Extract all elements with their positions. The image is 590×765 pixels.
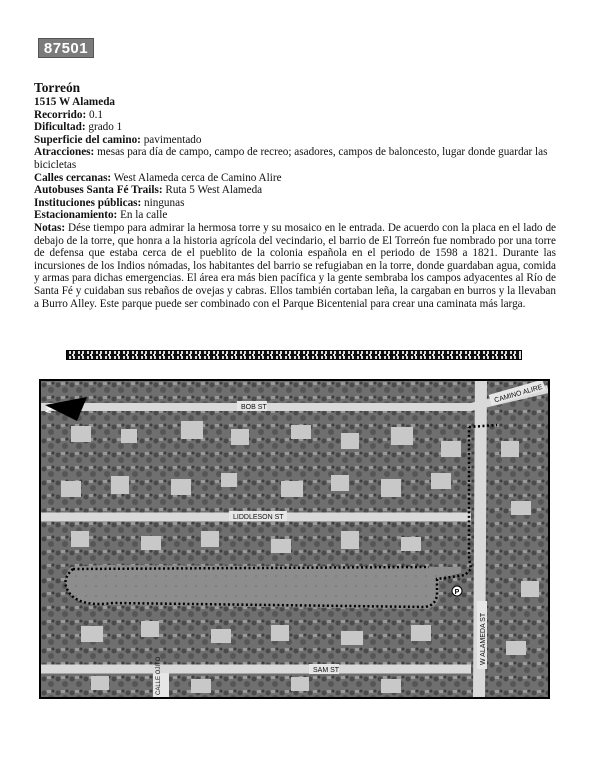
liddleson-street-label: LIDDLESON ST [233, 514, 284, 521]
autobuses-label: Autobuses Santa Fé Trails: [34, 184, 163, 197]
atracciones-value: mesas para día de campo, campo de recreo; asadores, campos de baloncesto, lugar donde guardar las bicicletas [34, 146, 548, 171]
decorative-border [66, 350, 522, 360]
park-address: 1515 W Alameda [34, 96, 116, 108]
estacionamiento-line [34, 209, 556, 222]
autobuses-line [34, 184, 556, 197]
aerial-map [39, 379, 550, 699]
park-info [34, 80, 556, 310]
instituciones-label: Instituciones públicas: [34, 196, 142, 209]
recorrido-label: Recorrido: [34, 108, 87, 121]
calles-value: West Alameda cerca de Camino Alire [113, 171, 282, 184]
camino-alire-label: CAMINO ALIRE [493, 383, 544, 405]
instituciones-value: ningunas [144, 196, 185, 209]
calle-ojito-label: CALLE OJITO [156, 656, 162, 695]
dificultad-line [34, 121, 556, 134]
sam-street-label: SAM ST [313, 667, 340, 674]
estacionamiento-label: Estacionamiento: [34, 209, 118, 222]
notas-label: Notas: [34, 221, 66, 234]
dificultad-label: Dificultad: [34, 121, 86, 134]
north-label: N [43, 406, 54, 414]
dificultad-value: grado 1 [88, 121, 123, 134]
autobuses-value: Ruta 5 West Alameda [165, 184, 263, 197]
page-number-badge: 87501 [38, 38, 94, 58]
alameda-street-label: W ALAMEDA ST [480, 612, 487, 665]
instituciones-line [34, 197, 556, 210]
parking-label: P [454, 589, 460, 596]
calles-line [34, 172, 556, 185]
estacionamiento-value: En la calle [120, 209, 168, 222]
notas-value: Dése tiempo para admirar la hermosa torre y su mosaico en le entrada. De acuerdo con la placa en el lado de debajo de la torre, que honra a la historia agrícola del vecindario, el barrio de El Torreón fue nombrado por una torre de defensa que estaba cerca de el pueblito de la colonia española en el periodo de 1598 a 1821. Durante las incursiones de los Indios nómadas, los habitantes del barrio se refugiaban en la torre, donde guardaban agua, comida y armas para dichas emergencias. El área era más bien pacífica y la gente sembraba los campos adyacentes al Río de Santa Fé y cuidaban sus rebaños de ovejas y cabras. Ellos también cortaban leña, la cargaban en burros y la llevaban a Burro Alley. Este parque puede ser combinado con el Parque Bicentenial para crear una caminata más larga. [34, 221, 557, 310]
aerial-map-svg [41, 381, 548, 697]
park-title: Torreón [34, 80, 81, 95]
notas-paragraph [34, 222, 556, 310]
superficie-line [34, 134, 556, 147]
recorrido-value: 0.1 [88, 108, 103, 121]
calles-label: Calles cercanas: [34, 171, 112, 184]
bob-street-label: BOB ST [241, 404, 267, 411]
recorrido-line [34, 109, 556, 122]
atracciones-line [34, 146, 556, 171]
superficie-label: Superficie del camino: [34, 133, 141, 146]
superficie-value: pavimentado [143, 133, 202, 146]
atracciones-label: Atracciones: [34, 146, 95, 159]
